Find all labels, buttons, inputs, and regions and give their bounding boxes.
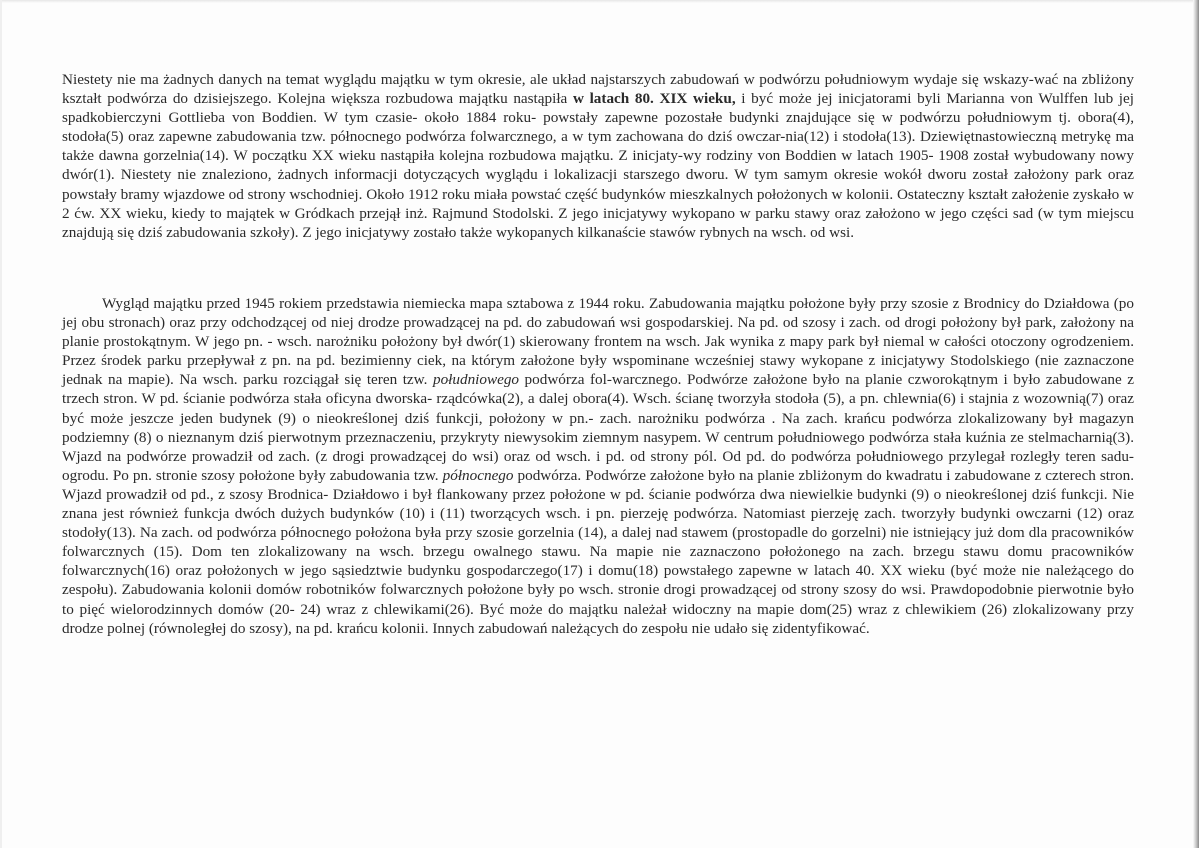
- paragraph-map-text-2: podwórza fol-warcznego. Podwórze założone było na planie czworokątnym i było zabudowane z trzech stron. W pd. ścianie podwórza stała oficyna dworska- rządcówka(2), a dalej obora(4). Wsch. ścianę tworzyła stodoła (5), a pn. chlewnia(6) i stajnia z wozownią(7) oraz być może jeszcze jeden budynek (9) o nieokreślonej dziś funkcji, położony w pn.- zach. narożniku podwórza . Na zach. krańcu podwórza zlokalizowany był magazyn podziemny (8) o nieznanym dziś pierwotnym przeznaczeniu, przykryty niewysokim ziemnym nasypem. W centrum południowego podwórza stała kuźnia ze stelmacharnią(3). Wjazd na podwórze prowadził od zach. (z drogi prowadzącej do wsi) oraz od wsch. i pd. od strony pól. Od pd. do podwórza południowego przylegał rozległy teren sadu- ogrodu. Po pn. stronie szosy położone były zabudowania tzw.: [62, 371, 1134, 484]
- paragraph-map-italic-north: północnego: [442, 466, 514, 484]
- page-left-edge: [0, 0, 2, 848]
- paragraph-history: [62, 70, 1134, 242]
- paragraph-history-bold-date: w latach 80. XIX wieku,: [572, 90, 736, 108]
- paragraph-map-description: [62, 294, 1134, 638]
- paragraph-history-text-1: Niestety nie ma żadnych danych na temat wyglądu majątku w tym okresie, ale układ najstarszych zabudowań w podwórzu południowym wydaje się wskazy-wać na zbliżony kształt podwórza do dzisiejszego. Kolejna większa rozbudowa majątku nastąpiła: [62, 71, 1134, 108]
- paragraph-map-italic-south: południowego: [432, 371, 520, 389]
- paragraph-map-text-1: Wygląd majątku przed 1945 rokiem przedstawia niemiecka mapa sztabowa z 1944 roku. Zabudowania majątku położone były przy szosie z Brodnicy do Działdowa (po jej obu stronach) oraz przy odchodzącej od niej drodze prowadzącej na pd. do zabudowań wsi gospodarskiej. Na pd. od szosy i zach. od drogi położony był park, założony na planie prostokątnym. W jego pn. - wsch. narożniku położony był dwór(1) skierowany frontem na wsch. Jak wynika z mapy park był niemal w całości otoczony ogrodzeniem. Przez środek parku przepływał z pn. na pd. bezimienny ciek, na którym założone były wspominane wcześniej stawy wykopane z inicjatywy Stodolskiego (nie zaznaczone jednak na mapie). Na wsch. parku rozciągał się teren tzw.: [62, 295, 1134, 389]
- page-right-edge-shadow: [1193, 0, 1199, 848]
- page-top-edge: [0, 0, 1199, 3]
- paragraph-history-text-2: i być może jej inicjatorami byli Marianna von Wulffen lub jej spadkobierczyni Gottlieba von Boddien. W tym czasie- około 1884 roku- powstały zapewne pozostałe budynki znajdujące się w podwórzu południowym tj. obora(4), stodoła(5) oraz zapewne zabudowania tzw. północnego podwórza folwarcznego, a w tym zachowana do dziś owczar-nia(12) i stodoła(13). Dziewiętnastowieczną metrykę ma także dawna gorzelnia(14). W początku XX wieku nastąpiła kolejna rozbudowa majątku. Z inicjaty-wy rodziny von Boddien w latach 1905- 1908 został wybudowany nowy dwór(1). Niestety nie znaleziono, żadnych informacji dotyczących wyglądu i lokalizacji starszego dworu. W tym samym okresie wokół dworu został założony park oraz powstały bramy wjazdowe od strony wschodniej. Około 1912 roku miała powstać część budynków mieszkalnych położonych w kolonii. Ostateczny kształt założenie zyskało w 2 ćw. XX wieku, kiedy to majątek w Gródkach przejął inż. Rajmund Stodolski. Z jego inicjatywy wykopano w parku stawy oraz założono w jego części sad (w tym miejscu znajdują się dziś zabudowania szkoły). Z jego inicjatywy zostało także wykopanych kilkanaście stawów rybnych na wsch. od wsi.: [62, 90, 1134, 241]
- paragraph-map-text-3: podwórza. Podwórze założone było na planie zbliżonym do kwadratu i zabudowane z czterech stron. Wjazd prowadził od pd., z szosy Brodnica- Działdowo i był flankowany przez położone w pd. ścianie podwórza dwa niewielkie budynki (9) o nieokreślonej dziś funkcji. Nie znana jest również funkcja dwóch dużych budynków (10) i (11) tworzących wsch. i pn. pierzeję podwórza. Natomiast pierzeję zach. tworzyły budynki owczarni (12) oraz stodoły(13). Na zach. od podwórza północnego położona była przy szosie gorzelnia (14), a dalej nad stawem (prostopadle do gorzelni) nie istniejący już dom dla pracowników folwarcznych (15). Dom ten zlokalizowany na wsch. brzegu owalnego stawu. Na mapie nie zaznaczono położonego na zach. brzegu stawu domu pracowników folwarcznych(16) oraz położonych w jego sąsiedztwie budynku gospodarczego(17) i domu(18) powstałego zapewne w latach 40. XX wieku (być może nie należącego do zespołu). Zabudowania kolonii domów robotników folwarcznych położone były po wsch. stronie drogi prowadzącej od strony szosy do wsi. Prawdopodobnie pierwotnie było to pięć wielorodzinnych domów (20- 24) wraz z chlewikami(26). Być może do majątku należał widoczny na mapie dom(25) wraz z chlewikiem (26) zlokalizowany przy drodze polnej (równoległej do szosy), na pd. krańcu kolonii. Innych zabudowań należących do zespołu nie udało się zidentyfikować.: [62, 466, 1134, 637]
